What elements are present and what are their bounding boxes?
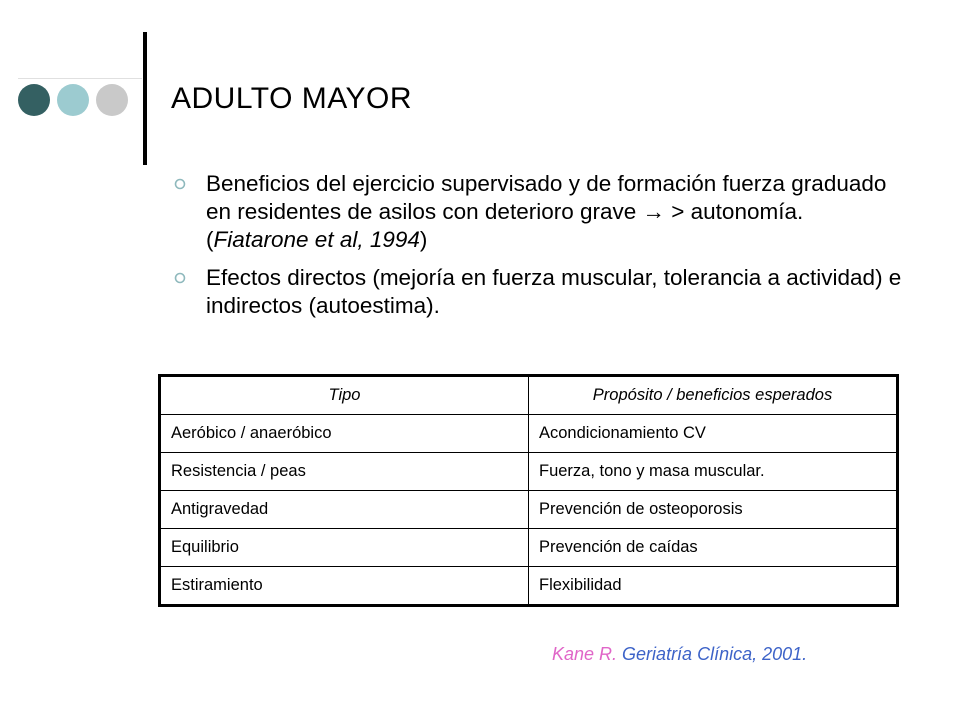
bullet-text: Efectos directos (mejoría en fuerza muscular, tolerancia a actividad) e indirectos (autoestima). <box>206 265 902 318</box>
slide-title: ADULTO MAYOR <box>171 82 413 115</box>
header-divider-line <box>18 78 142 79</box>
table-cell-tipo: Estiramiento <box>160 567 529 606</box>
table-row <box>160 529 898 567</box>
dot-teal-icon <box>57 84 89 116</box>
dot-dark-icon <box>18 84 50 116</box>
table-row <box>160 567 898 606</box>
table-header-row <box>160 376 898 415</box>
bullet-text-end: ) <box>419 227 428 252</box>
dot-gray-icon <box>96 84 128 116</box>
table-cell-proposito: Prevención de caídas <box>529 529 898 567</box>
bullet-text: Beneficios del ejercicio supervisado y de formación fuerza graduado en residentes de asilos con deterioro grave → > autonomía. ( <box>206 171 887 252</box>
bullet-ring-icon <box>174 272 186 284</box>
table-cell-tipo: Aeróbico / anaeróbico <box>160 415 529 453</box>
column-header-proposito: Propósito / beneficios esperados <box>529 376 898 415</box>
table-cell-proposito: Fuerza, tono y masa muscular. <box>529 453 898 491</box>
exercise-types-table <box>158 374 899 607</box>
column-header-tipo: Tipo <box>160 376 529 415</box>
bullet-ring-icon <box>174 178 186 190</box>
table-cell-proposito: Prevención de osteoporosis <box>529 491 898 529</box>
title-vertical-bar <box>143 32 147 165</box>
bullet-list <box>170 170 910 330</box>
table-cell-tipo: Antigravedad <box>160 491 529 529</box>
bullet-item <box>170 170 910 254</box>
citation-author: Kane R. <box>552 644 618 664</box>
bullet-item <box>170 264 910 320</box>
table-row <box>160 415 898 453</box>
table-cell-proposito: Flexibilidad <box>529 567 898 606</box>
citation-work: Geriatría Clínica, 2001. <box>617 644 808 664</box>
table-cell-tipo: Equilibrio <box>160 529 529 567</box>
bullet-reference: Fiatarone et al, 1994 <box>213 227 420 252</box>
citation <box>552 644 807 665</box>
table-row <box>160 453 898 491</box>
table-row <box>160 491 898 529</box>
table-cell-tipo: Resistencia / peas <box>160 453 529 491</box>
table-cell-proposito: Acondicionamiento CV <box>529 415 898 453</box>
